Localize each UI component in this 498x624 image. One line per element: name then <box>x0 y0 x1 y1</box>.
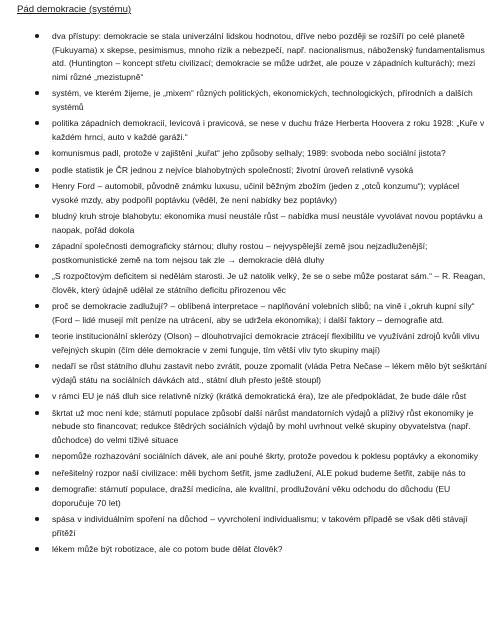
bullet-dot-icon <box>35 274 39 278</box>
bullet-dot-icon <box>35 454 39 458</box>
list-item-text: západní společnosti demograficky stárnou; dluhy rostou – nejvyspělejší země jsou nejzadluženější; postkomunistické země na tom nejsou tak zle → demokracie dělá dluhy <box>52 241 428 265</box>
list-item-text: politika západních demokracií, levicová i pravicová, se nese v duchu fráze Herberta Hoovera z roku 1928: „Kuře v každém hrnci, auto v každé garáži.“ <box>52 118 485 142</box>
bullet-dot-icon <box>35 151 39 155</box>
list-item <box>0 270 498 297</box>
list-item <box>0 117 498 144</box>
list-item <box>0 513 498 540</box>
list-item <box>0 483 498 510</box>
list-item-text: lékem může být robotizace, ale co potom bude dělat člověk? <box>52 544 283 554</box>
list-item <box>0 450 498 464</box>
list-item-text: komunismus padl, protože v zajištění „kuřat“ jeho způsoby selhaly; 1989: svoboda nebo sociální jistota? <box>52 148 446 158</box>
list-item <box>0 30 498 84</box>
bullet-list <box>0 30 498 560</box>
list-item-text: škrtat už moc není kde; stárnutí populace způsobí další nárůst mandatorních výdajů a plíživý růst ekonomiky je nebude sto financovat; redukce štědrých sociálních výdajů by mohl uvrhnout velké skupiny obyvatelstva (např. důchodce) do velmi tíživé situace <box>52 407 474 445</box>
bullet-dot-icon <box>35 517 39 521</box>
bullet-dot-icon <box>35 411 39 415</box>
list-item <box>0 407 498 448</box>
bullet-dot-icon <box>35 184 39 188</box>
list-item <box>0 360 498 387</box>
bullet-dot-icon <box>35 121 39 125</box>
list-item <box>0 240 498 267</box>
bullet-dot-icon <box>35 334 39 338</box>
list-item-text: podle statistik je ČR jednou z nejvíce blahobytných společností; životní úroveň relativně vysoká <box>52 164 414 175</box>
bullet-dot-icon <box>35 304 39 308</box>
list-item-text: nedaří se růst státního dluhu zastavit nebo zvrátit, pouze zpomalit (vláda Petra Nečase – lékem mělo být seškrtání výdajů státu na sociálních dávkách atd., státní dluh přesto ještě stoupl) <box>52 361 488 385</box>
list-item <box>0 147 498 161</box>
list-item-text: Henry Ford – automobil, původně známku luxusu, učinil běžným zbožím (jeden z „otců konzumu“); vyplácel vysoké mzdy, aby podpořil poptávku (věděl, že není nabídky bez poptávky) <box>52 181 460 205</box>
list-item-text: spása v individuálním spoření na důchod – vyvrcholení individualismu; v takovém případě se však děti stávají přítěží <box>52 514 468 538</box>
list-item <box>0 543 498 557</box>
list-item-text: nepomůže rozhazování sociálních dávek, ale ani pouhé škrty, protože povedou k poklesu poptávky a ekonomiky <box>52 451 478 461</box>
list-item-text: systém, ve kterém žijeme, je „mixem“ různých politických, ekonomických, technologických, přírodních a dalších systémů <box>52 88 473 112</box>
bullet-dot-icon <box>35 471 39 475</box>
bullet-dot-icon <box>35 168 39 172</box>
list-item <box>0 390 498 404</box>
bullet-dot-icon <box>35 244 39 248</box>
list-item-text: „S rozpočtovým deficitem si nedělám starosti. Je už natolik velký, že se o sebe může postarat sám.“ – R. Reagan, člověk, který údajně udělal ze státního deficitu přirozenou věc <box>52 271 486 295</box>
list-item <box>0 164 498 178</box>
page-heading: Pád demokracie (systému) <box>17 4 132 15</box>
list-item-text: demografie: stárnutí populace, dražší medicína, ale kvalitní, prodlužování věku odchodu do důchodu (EU doporučuje 70 let) <box>52 484 451 508</box>
list-item-text: bludný kruh stroje blahobytu: ekonomika musí neustále růst – nabídka musí neustále vyvolávat novou poptávku a naopak, pořád dokola <box>52 211 483 235</box>
list-item-text: neřešitelný rozpor naší civilizace: měli bychom šetřit, jsme zadlužení, ALE pokud budeme šetřit, zabije nás to <box>52 467 466 478</box>
bullet-dot-icon <box>35 394 39 398</box>
bullet-dot-icon <box>35 547 39 551</box>
list-item-text: v rámci EU je náš dluh sice relativně nízký (krátká demokratická éra), lze ale předpokládat, že bude dále růst <box>52 391 467 401</box>
list-item <box>0 467 498 481</box>
list-item <box>0 180 498 207</box>
list-item-text: teorie institucionální sklerózy (Olson) – dlouhotrvající demokracie ztrácejí flexibilitu ve využívání zdrojů kvůli vlivu veřejných skupin (čím déle demokracie v zemi funguje, tím větší vliv tyto skupiny mají) <box>52 331 480 355</box>
list-item-text: proč se demokracie zadlužují? – oblíbená interpretace – naplňování volebních slibů; na vině i „okruh kupní síly“ (Ford – lidé musejí mít peníze na utrácení, aby se udržela ekonomika); i další faktory – demografie atd. <box>52 301 475 325</box>
list-item <box>0 330 498 357</box>
bullet-dot-icon <box>35 364 39 368</box>
bullet-dot-icon <box>35 214 39 218</box>
bullet-dot-icon <box>35 91 39 95</box>
bullet-dot-icon <box>35 34 39 38</box>
list-item-text: dva přístupy: demokracie se stala univerzální lidskou hodnotou, dříve nebo později se rozšíří po celé planetě (Fukuyama) x skepse, pesimismus, mnoho rizik a nebezpečí, např. nacionalismus, náboženský fundamentalismus atd. (Huntington – koncept střetu civilizací; demokracie se může udržet, ale pouze v západních kulturách); mezi nimi různé „mezistupně“ <box>52 31 485 82</box>
list-item <box>0 87 498 114</box>
list-item <box>0 210 498 237</box>
bullet-dot-icon <box>35 487 39 491</box>
list-item <box>0 300 498 327</box>
